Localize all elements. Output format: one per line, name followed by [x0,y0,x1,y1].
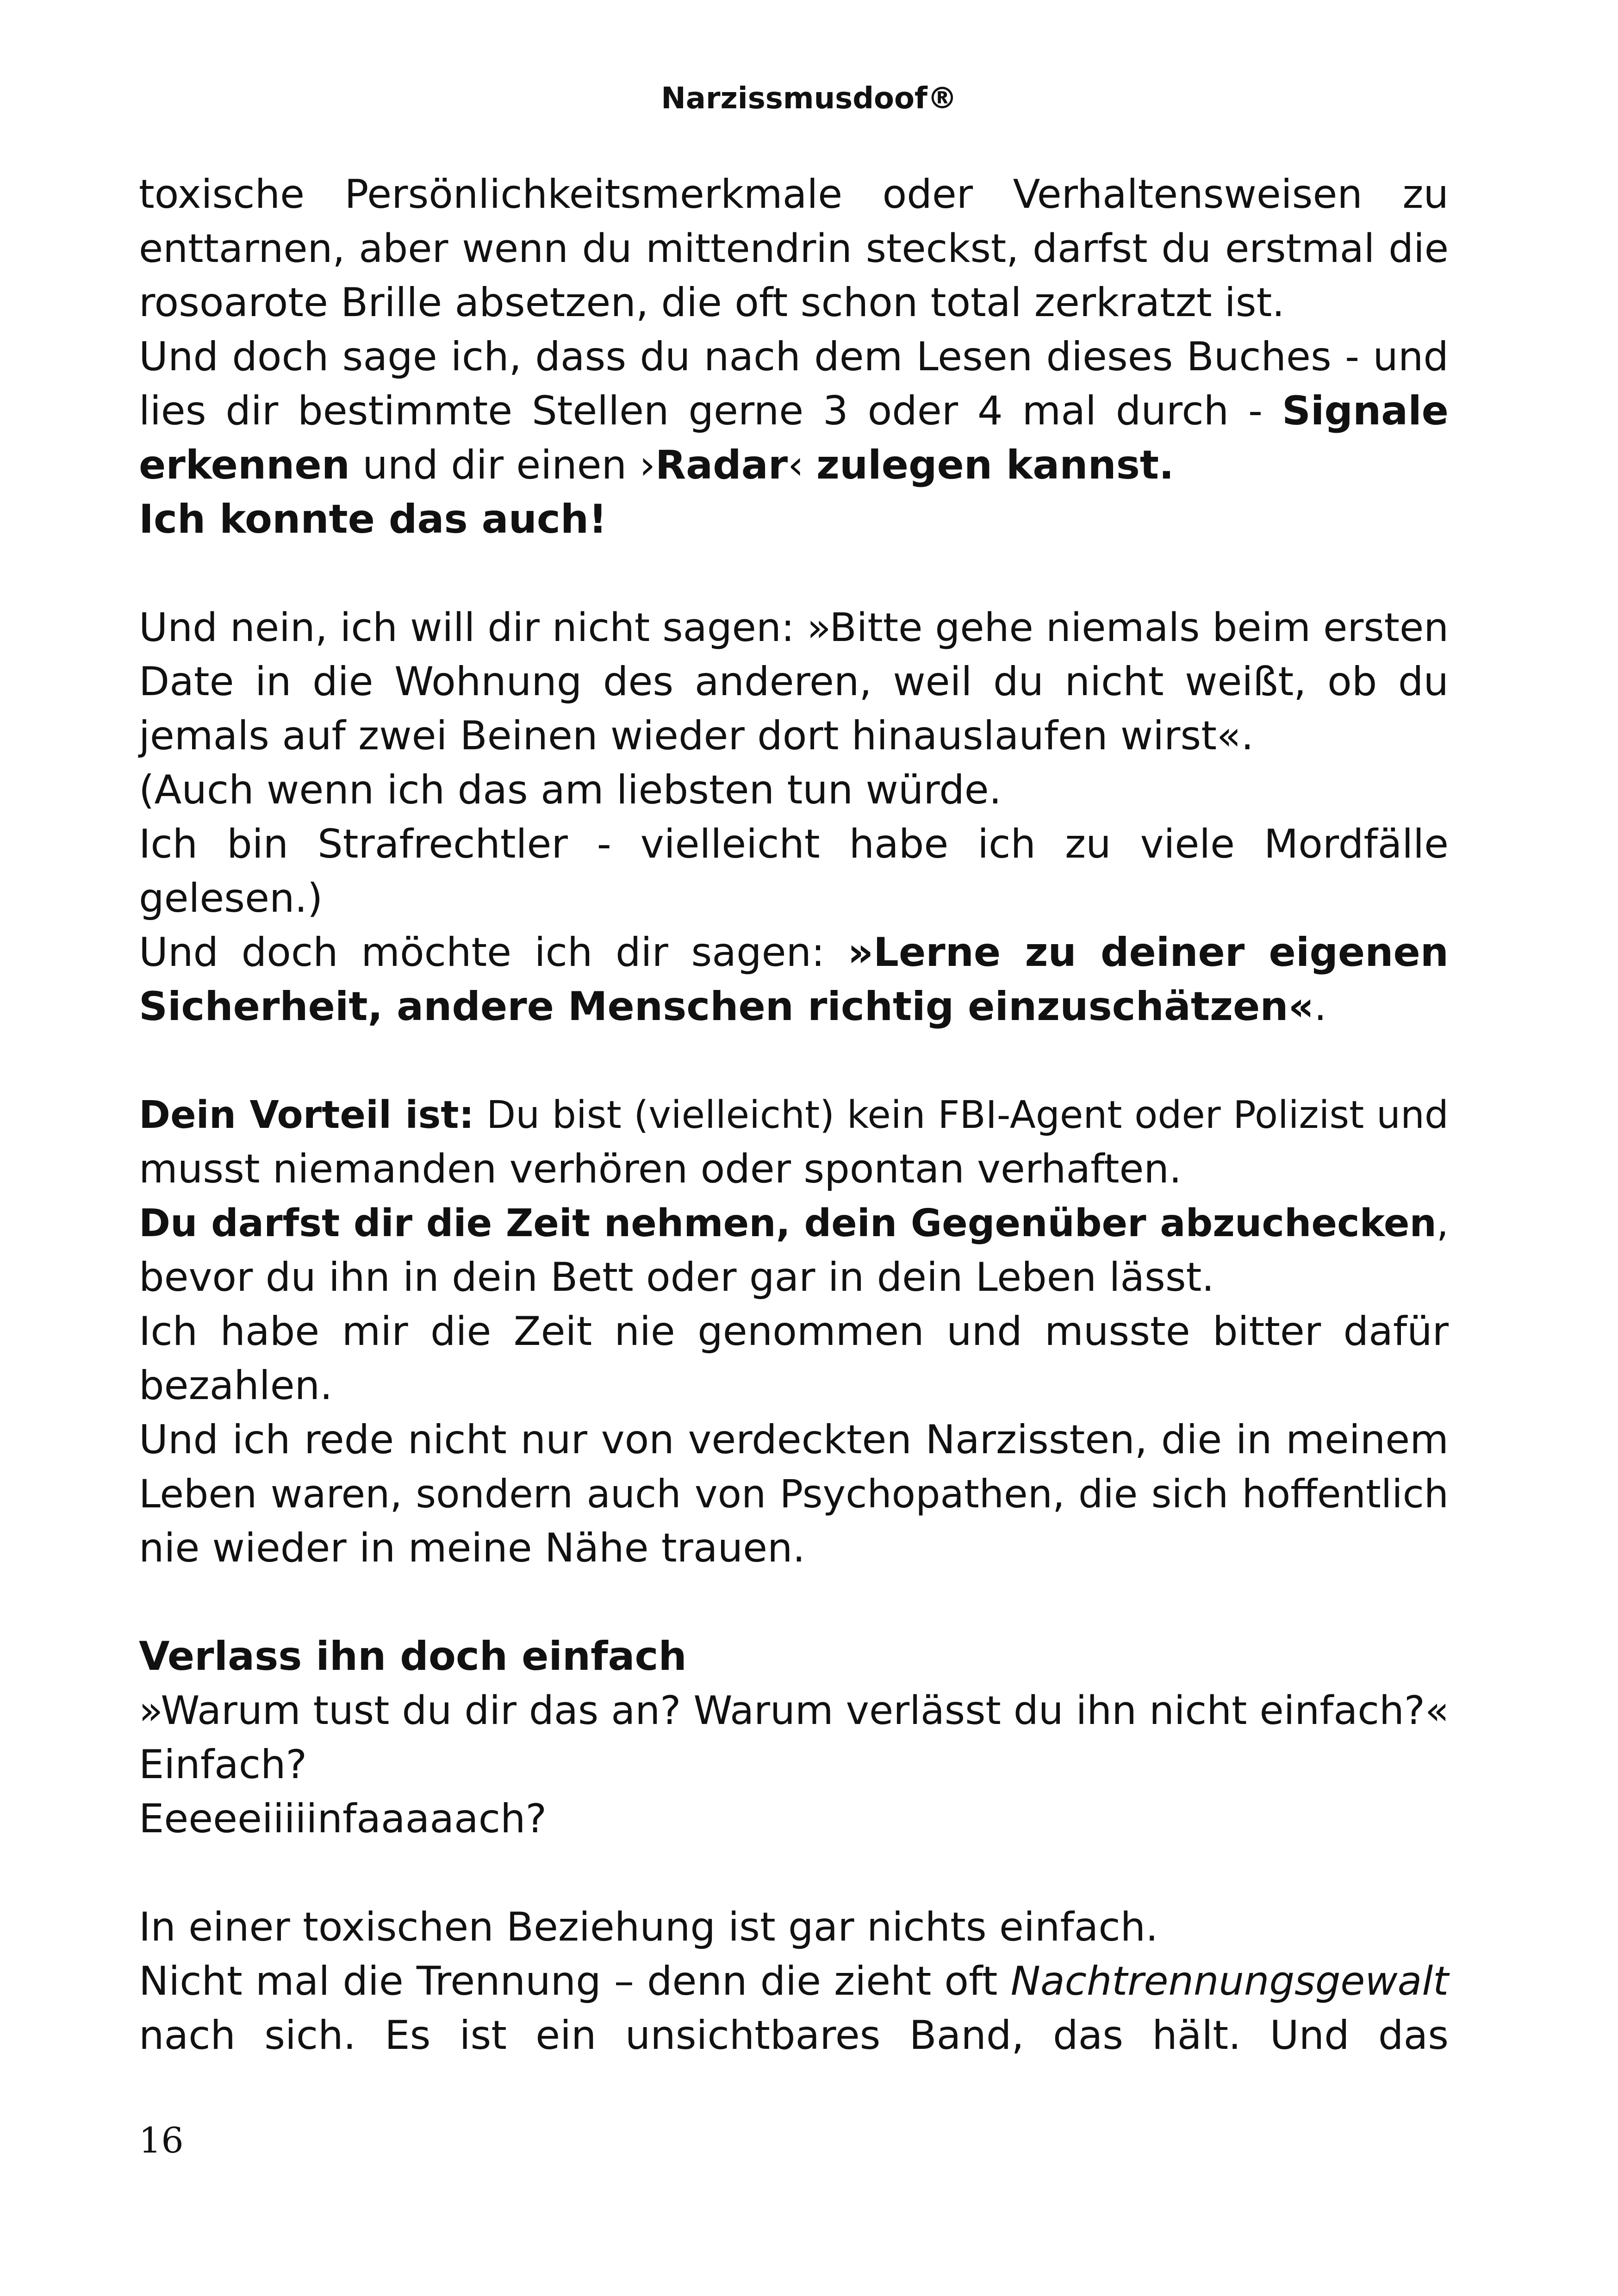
text-line: Date in die Wohnung des anderen, weil du nicht weißt, ob du [139,659,1449,705]
text-line: Ich konnte das auch! [139,496,607,542]
text-line: Ich habe mir die Zeit nie genommen und musste bitter dafür [139,1308,1449,1355]
text-line: Einfach? [139,1742,307,1788]
section-heading: Verlass ihn doch einfach [139,1633,687,1680]
text-line: musst niemanden verhören oder spontan verhaften. [139,1146,1182,1192]
text-line: Und nein, ich will dir nicht sagen: »Bitte gehe niemals beim ersten [139,605,1449,651]
text-segment: . [1314,983,1327,1030]
text-line: Und ich rede nicht nur von verdeckten Narzissten, die in meinem [139,1417,1449,1463]
text-line: Leben waren, sondern auch von Psychopathen, die sich hoffentlich [139,1471,1449,1517]
text-line: nach sich. Es ist ein unsichtbares Band, das hält. Und das [139,2012,1449,2059]
text-line: (Auch wenn ich das am liebsten tun würde. [139,767,1002,813]
body-text [139,168,1449,2063]
text-line [139,1196,1449,1251]
text-line [139,926,1449,980]
running-header: Narzissmusdoof® [661,81,957,116]
bold-phrase: Du darfst dir die Zeit nehmen, dein Gegenüber abzuchecken [139,1201,1437,1245]
text-line: enttarnen, aber wenn du mittendrin steckst, darfst du erstmal die [139,226,1449,272]
text-segment: Nicht mal die Trennung – denn die zieht oft [139,1958,998,2004]
text-line [139,384,1449,438]
text-line: gelesen.) [139,875,323,921]
text-line: jemals auf zwei Beinen wieder dort hinauslaufen wirst«. [139,713,1254,759]
paragraph-gap [139,1034,1449,1088]
bold-phrase: Sicherheit, andere Menschen richtig einzuschätzen« [139,983,1314,1030]
text-line: Eeeeeiiiiinfaaaaach? [139,1796,547,1842]
text-line: bezahlen. [139,1363,333,1409]
bold-phrase: Radar [655,442,788,488]
page-number: 16 [139,2120,184,2161]
text-segment: Und doch möchte ich dir sagen: [139,929,825,976]
text-line [139,980,1449,1034]
bold-phrase: zulegen kannst. [816,442,1174,488]
text-line [139,1088,1449,1142]
text-line: Ich bin Strafrechtler - vielleicht habe ich zu viele Mordfälle [139,821,1449,867]
text-segment: ‹ [788,442,804,488]
paragraph-gap [139,547,1449,601]
text-line: »Warum tust du dir das an? Warum verlässt du ihn nicht einfach?« [139,1688,1450,1734]
italic-phrase: Nachtrennungsgewalt [1010,1958,1449,2004]
text-segment: Du bist (vielleicht) kein FBI-Agent oder Polizist und [486,1093,1449,1137]
bold-phrase: Signale [1282,388,1449,434]
text-line: nie wieder in meine Nähe trauen. [139,1525,805,1571]
text-segment: und dir einen › [362,442,655,488]
bold-phrase: »Lerne zu deiner eigenen [847,929,1449,976]
text-segment: , [1436,1201,1449,1245]
bold-phrase: erkennen [139,442,350,488]
text-line: toxische Persönlichkeitsmerkmale oder Verhaltensweisen zu [139,171,1449,218]
text-line [139,438,1449,492]
text-line: rosoarote Brille absetzen, die oft schon total zerkratzt ist. [139,280,1285,326]
text-segment: lies dir bestimmte Stellen gerne 3 oder 4 mal durch - [139,388,1263,434]
text-line: Und doch sage ich, dass du nach dem Lesen dieses Buches - und [139,334,1449,380]
paragraph-gap [139,1575,1449,1630]
paragraph-gap [139,1846,1449,1900]
text-line: In einer toxischen Beziehung ist gar nichts einfach. [139,1904,1158,1950]
text-line: bevor du ihn in dein Bett oder gar in dein Leben lässt. [139,1254,1214,1300]
text-line [139,1954,1449,2009]
bold-phrase: Dein Vorteil ist: [139,1093,474,1137]
